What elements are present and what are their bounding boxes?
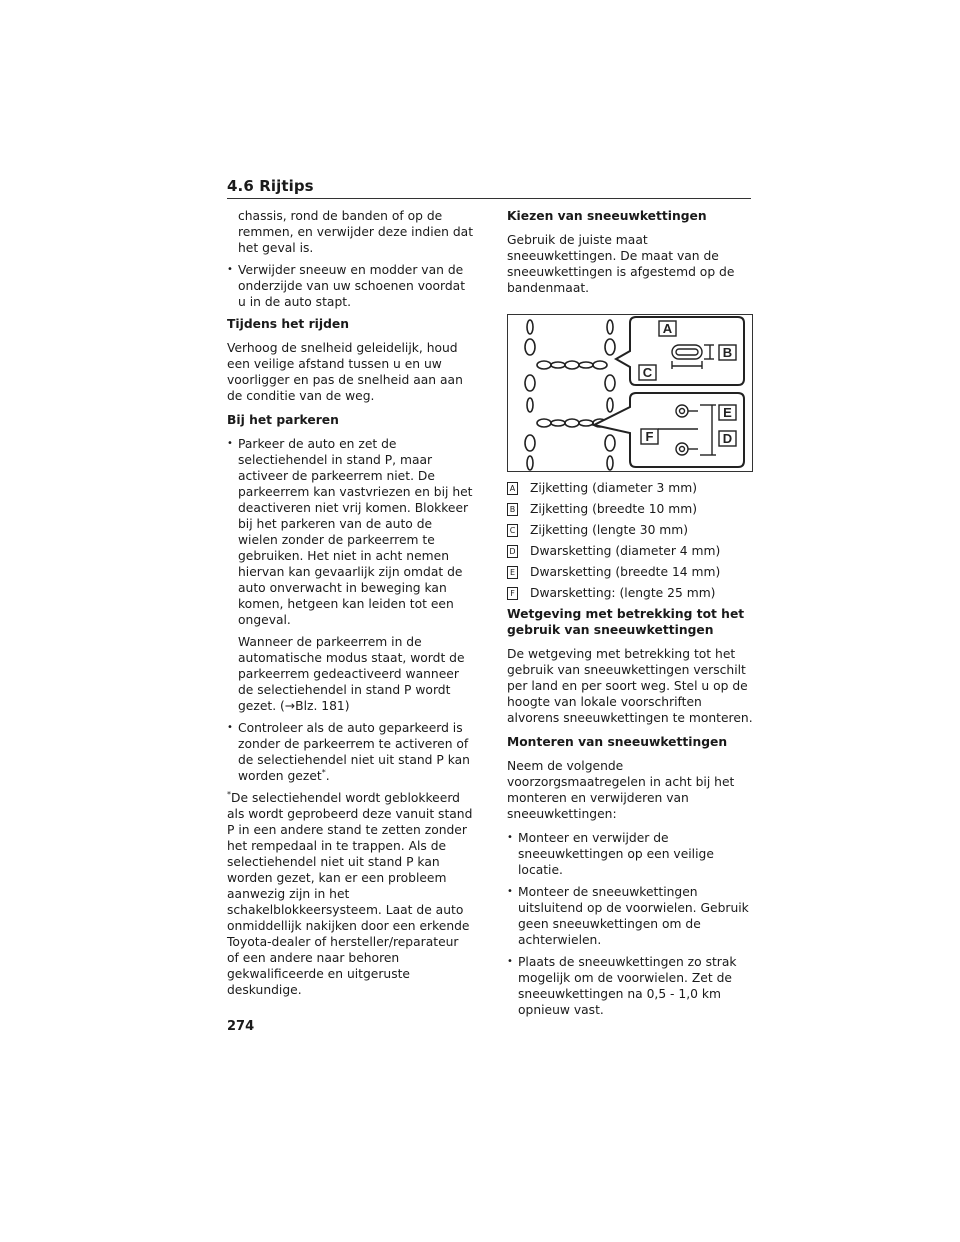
footnote-text: De selectiehendel wordt geblokkeerd als wordt geprobeerd deze vanuit stand P in een andere stand te zetten zonder het rempedaal in te trappen. Als de selectiehendel niet uit stand P kan worden gezet, kan er een probleem aanwezig zijn in het schakelblokkeersysteem. Laat de auto onmiddellijk nakijken door een erkende Toyota-dealer of hersteller/reparateur of een andere naar behoren gekwalificeerde en uitgeruste deskundige. [227,791,473,997]
bullet-parking: • Parkeer de auto en zet de selectiehendel in stand P, maar activeer de parkeerrem niet. De parkeerrem kan vastvriezen en bij het deactiveren niet vrij komen. Blokkeer bij het parkeren van de auto de wielen zonder de parkeerrem te gebruiken. Het niet in acht nemen hiervan kan gevaarlijk zijn omdat de auto onverwacht in beweging kan komen, hetgeen kan leiden tot een ongeval. [227,436,474,628]
paragraph-driving: Verhoog de snelheid geleidelijk, houd een veilige afstand tussen u en uw voorligger en pas de snelheid aan aan de conditie van de weg. [227,341,463,403]
heading-driving: Tijdens het rijden [227,317,349,331]
asterisk-mark: * [321,767,326,777]
heading-choose-chains: Kiezen van sneeuwkettingen [507,209,707,223]
footnote [227,790,474,998]
bullet-mounting: • Monteer en verwijder de sneeuwkettingen op een veilige locatie. [507,830,754,878]
legend-item [507,543,754,559]
paragraph-mounting: Neem de volgende voorzorgsmaatregelen in acht bij het monteren en verwijderen van sneeuwkettingen: [507,759,735,821]
legend-key: F [507,587,518,600]
page-number: 274 [227,1019,255,1034]
legend-key: A [507,482,518,495]
legend-text: Zijketting (breedte 10 mm) [530,502,698,516]
fig-label-d: D [722,431,733,446]
bullet-mounting: • Plaats de sneeuwkettingen zo strak mogelijk om de voorwielen. Zet de sneeuwkettingen na 0,5 - 1,0 km opnieuw vast. [507,954,754,1018]
legend-key: C [507,524,518,537]
legend-key: D [507,545,518,558]
legend-item [507,501,754,517]
continued-text: chassis, rond de banden of op de remmen, en verwijder deze indien dat het geval is. [238,209,474,255]
heading-mounting: Monteren van sneeuwkettingen [507,735,728,749]
figure-legend [507,480,754,601]
fig-label-e: E [723,405,732,420]
snow-chain-figure [507,314,753,472]
fig-label-a: A [662,321,673,336]
legend-text: Dwarsketting (diameter 4 mm) [530,544,721,558]
legend-text: Zijketting (lengte 30 mm) [530,523,689,537]
footnote-asterisk: * [227,789,231,799]
bullet-check-parked-text: Controleer als de auto geparkeerd is zonder de parkeerrem te activeren of de selectiehendel niet uit stand P kan worden gezet [238,721,470,783]
legend-key: E [507,566,518,579]
fig-label-c: C [642,365,653,380]
right-column [507,208,754,1024]
section-header [227,176,751,199]
legend-item [507,522,754,538]
bullet-check-parked [227,720,474,784]
heading-parking: Bij het parkeren [227,413,339,427]
paragraph-legislation: De wetgeving met betrekking tot het gebruik van sneeuwkettingen verschilt per land en per soort weg. Stel u op de hoogte van lokale voorschriften alvorens sneeuwkettingen te monteren. [507,647,753,725]
fig-label-b: B [722,345,733,360]
legend-item [507,564,754,580]
legend-text: Dwarsketting (breedte 14 mm) [530,565,721,579]
bullet-mounting: • Monteer de sneeuwkettingen uitsluitend op de voorwielen. Gebruik geen sneeuwkettingen om de achterwielen. [507,884,754,948]
legend-item [507,480,754,496]
left-column [227,208,474,1006]
snow-chain-illustration [508,315,752,471]
legend-item [507,585,754,601]
heading-legislation: Wetgeving met betrekking tot het gebruik van sneeuwkettingen [507,607,745,637]
paragraph-choose-chains: Gebruik de juiste maat sneeuwkettingen. De maat van de sneeuwkettingen is afgestemd op de bandenmaat. [507,233,735,295]
section-title: 4.6 Rijtips [227,177,314,195]
bullet-snow-shoes: • Verwijder sneeuw en modder van de onderzijde van uw schoenen voordat u in de auto stapt. [227,262,474,310]
bullet-check-parked-end: . [325,769,330,783]
legend-key: B [507,503,518,516]
fig-label-f: F [645,429,654,444]
legend-text: Zijketting (diameter 3 mm) [530,481,698,495]
bullet-parking-auto: Wanneer de parkeerrem in de automatische modus staat, wordt de parkeerrem gedeactiveerd wanneer de selectiehendel in stand P wordt gezet. (→Blz. 181) [238,635,465,713]
legend-text: Dwarsketting: (lengte 25 mm) [530,586,716,600]
